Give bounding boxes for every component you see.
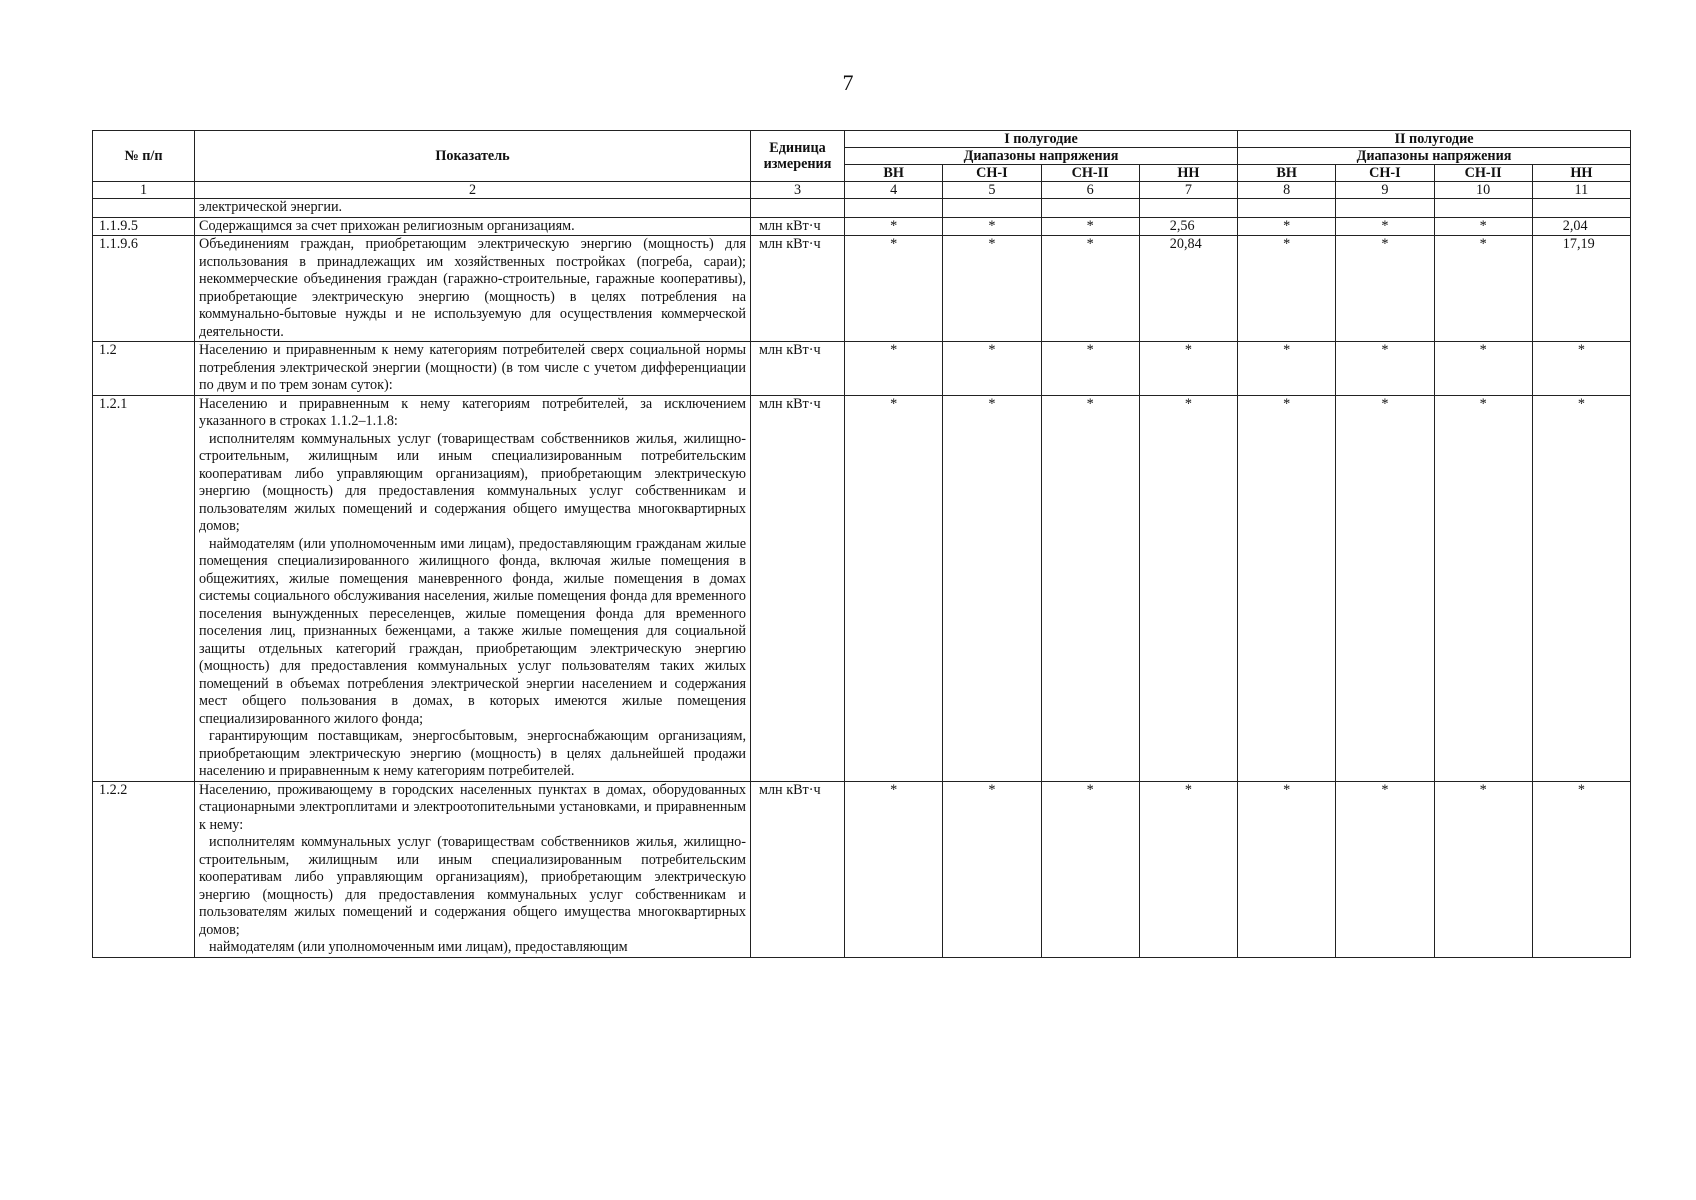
row-indicator [195, 199, 751, 218]
indicator-paragraph: гарантирующим поставщикам, энергосбытовым, энергоснабжающим организациям, приобретающим электрическую энергию (мощность) в целях дальнейшей продажи населению и приравненным к нему категориям потребителей. [199, 728, 746, 779]
header-number: № п/п [93, 131, 195, 182]
row-value: * [1041, 342, 1139, 396]
table-row [93, 236, 1631, 342]
row-indicator [195, 217, 751, 236]
row-value: * [943, 217, 1041, 236]
indicator-paragraph: Населению и приравненным к нему категориям потребителей, за исключением указанного в строках 1.1.2–1.1.8: [199, 395, 746, 429]
header-indicator: Показатель [195, 131, 751, 182]
row-indicator [195, 342, 751, 396]
column-index: 9 [1336, 182, 1434, 199]
column-index: 5 [943, 182, 1041, 199]
indicator-paragraph: наймодателям (или уполномоченным ими лицам), предоставляющим [209, 939, 628, 955]
row-value: * [1238, 781, 1336, 957]
row-value: 2,04 [1532, 217, 1630, 236]
row-value: * [845, 781, 943, 957]
row-value: * [1434, 395, 1532, 781]
row-value: * [1041, 217, 1139, 236]
header-voltage-ranges-1: Диапазоны напряжения [845, 148, 1238, 165]
indicator-paragraph: Населению и приравненным к нему категориям потребителей сверх социальной нормы потребления электрической энергии (мощности) (в том числе с учетом дифференциации по двум и по трем зонам суток): [199, 342, 746, 393]
header-voltage: ВН [1238, 165, 1336, 182]
row-code: 1.2 [93, 342, 195, 396]
row-value: * [845, 217, 943, 236]
row-value: * [1238, 217, 1336, 236]
row-value: * [1041, 236, 1139, 342]
row-value: * [1434, 217, 1532, 236]
column-index: 11 [1532, 182, 1630, 199]
row-value [1238, 199, 1336, 218]
row-value: * [1336, 781, 1434, 957]
indicator-paragraph: Населению, проживающему в городских населенных пунктах в домах, оборудованных стационарными электроплитами и электроотопительными установками, и приравненным к нему: [199, 781, 746, 833]
column-index: 3 [751, 182, 845, 199]
header-voltage: СН-I [1336, 165, 1434, 182]
table-row [93, 217, 1631, 236]
row-value: * [1434, 236, 1532, 342]
table-row [93, 781, 1631, 957]
row-value [943, 199, 1041, 218]
column-index: 8 [1238, 182, 1336, 199]
row-value: * [1041, 395, 1139, 781]
row-value: * [1532, 342, 1630, 396]
row-value: * [1336, 217, 1434, 236]
row-value [1041, 199, 1139, 218]
page-number: 7 [842, 70, 854, 95]
row-value: 17,19 [1532, 236, 1630, 342]
row-value: 2,56 [1139, 217, 1237, 236]
row-value: * [1139, 342, 1237, 396]
column-index: 4 [845, 182, 943, 199]
table-body [93, 199, 1631, 958]
header-voltage: СН-I [943, 165, 1041, 182]
row-value [1139, 199, 1237, 218]
column-index: 7 [1139, 182, 1237, 199]
row-value: 20,84 [1139, 236, 1237, 342]
header-half-1: I полугодие [845, 131, 1238, 148]
row-value: * [1532, 395, 1630, 781]
row-value: * [1139, 395, 1237, 781]
tariff-volume-table [92, 130, 1631, 958]
row-value [1532, 199, 1630, 218]
row-value: * [845, 395, 943, 781]
indicator-paragraph: электрической энергии. [199, 199, 343, 215]
row-value: * [1336, 236, 1434, 342]
row-value: * [943, 395, 1041, 781]
row-indicator [195, 395, 751, 781]
table-header [93, 131, 1631, 199]
row-value: * [845, 342, 943, 396]
row-indicator [195, 781, 751, 957]
indicator-paragraph: Содержащимся за счет прихожан религиозным организациям. [199, 217, 575, 234]
row-value: * [1238, 236, 1336, 342]
table-row [93, 395, 1631, 781]
row-value: * [845, 236, 943, 342]
row-value: * [943, 236, 1041, 342]
row-value [1434, 199, 1532, 218]
row-value: * [1238, 342, 1336, 396]
row-value: * [1434, 781, 1532, 957]
row-unit: млн кВт·ч [751, 236, 845, 342]
header-voltage: ВН [845, 165, 943, 182]
row-unit: млн кВт·ч [751, 217, 845, 236]
header-voltage: НН [1532, 165, 1630, 182]
header-voltage-ranges-2: Диапазоны напряжения [1238, 148, 1631, 165]
header-voltage: СН-II [1434, 165, 1532, 182]
row-value: * [1532, 781, 1630, 957]
table-row [93, 199, 1631, 218]
row-code: 1.1.9.6 [93, 236, 195, 342]
row-value: * [1434, 342, 1532, 396]
indicator-paragraph: наймодателям (или уполномоченным ими лицам), предоставляющим гражданам жилые помещения специализированного жилищного фонда, включая жилые помещения в общежитиях, жилые помещения маневренного фонда, жилые помещения в домах системы социального обслуживания населения, жилые помещения фонда для временного поселения вынужденных переселенцев, жилые помещения фонда для временного поселения лиц, признанных беженцами, а также жилые помещения для социальной защиты отдельных категорий граждан, приобретающим электрическую энергию (мощность) для предоставления коммунальных услуг пользователям таких жилых помещений в объемах потребления электрической энергии населением и содержания мест общего пользования в домах, в которых имеются жилые помещения специализированного жилого фонда; [199, 535, 746, 727]
row-unit: млн кВт·ч [751, 781, 845, 957]
row-code [93, 199, 195, 218]
row-code: 1.2.2 [93, 781, 195, 957]
row-unit [751, 199, 845, 218]
table-row [93, 342, 1631, 396]
header-unit: Единица измерения [751, 131, 845, 182]
row-value: * [1336, 395, 1434, 781]
indicator-paragraph: Объединениям граждан, приобретающим электрическую энергию (мощность) для использования в принадлежащих им хозяйственных постройках (погреба, сараи); некоммерческие объединения граждан (гаражно-строительные, гаражные кооперативы), приобретающие электрическую энергию (мощность) в целях потребления на коммунально-бытовые нужды и не используемую для осуществления коммерческой деятельности. [199, 236, 746, 340]
row-value: * [943, 342, 1041, 396]
row-value [845, 199, 943, 218]
column-index: 1 [93, 182, 195, 199]
row-code: 1.2.1 [93, 395, 195, 781]
indicator-paragraph: исполнителям коммунальных услуг (товариществам собственников жилья, жилищно-строительным, жилищным или иным специализированным потребительским кооперативам либо управляющим организациям), приобретающим электрическую энергию (мощность) для предоставления коммунальных услуг собственникам и пользователям жилых помещений и содержания общего имущества многоквартирных домов; [199, 430, 746, 534]
header-voltage: НН [1139, 165, 1237, 182]
row-value: * [943, 781, 1041, 957]
header-half-2: II полугодие [1238, 131, 1631, 148]
indicator-paragraph: исполнителям коммунальных услуг (товариществам собственников жилья, жилищно-строительным, жилищным или иным специализированным потребительским кооперативам либо управляющим организациям), приобретающим электрическую энергию (мощность) для предоставления коммунальных услуг собственникам и пользователям жилых помещений и содержания общего имущества многоквартирных домов; [199, 834, 746, 938]
row-indicator [195, 236, 751, 342]
row-code: 1.1.9.5 [93, 217, 195, 236]
column-index: 6 [1041, 182, 1139, 199]
row-unit: млн кВт·ч [751, 395, 845, 781]
header-voltage: СН-II [1041, 165, 1139, 182]
column-index: 2 [195, 182, 751, 199]
row-value: * [1238, 395, 1336, 781]
row-value [1336, 199, 1434, 218]
row-unit: млн кВт·ч [751, 342, 845, 396]
column-index: 10 [1434, 182, 1532, 199]
row-value: * [1041, 781, 1139, 957]
row-value: * [1336, 342, 1434, 396]
column-index-row [93, 182, 1631, 199]
row-value: * [1139, 781, 1237, 957]
